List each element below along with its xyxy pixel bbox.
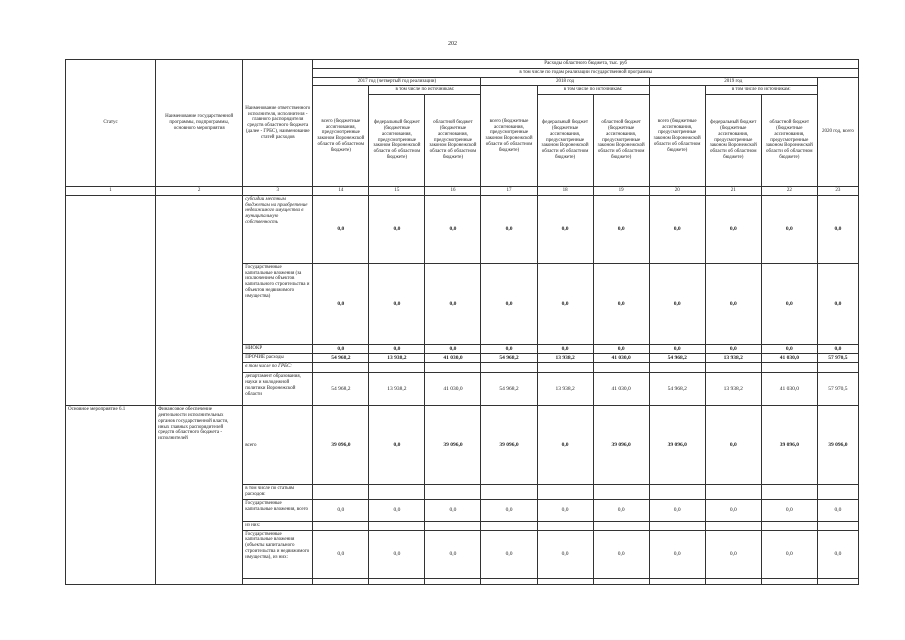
value-cell: 0,0 <box>425 195 481 263</box>
value-cell: 0,0 <box>593 195 649 263</box>
value-cell: 54 968,2 <box>481 354 537 363</box>
value-cell: 41 030,0 <box>593 373 649 406</box>
col-number: 22 <box>761 187 817 196</box>
value-cell: 0,0 <box>481 263 537 344</box>
header-row <box>66 60 859 69</box>
col-number: 14 <box>313 187 369 196</box>
value-cell: 41 030,0 <box>425 373 481 406</box>
value-cell: 0,0 <box>537 406 593 485</box>
value-cell: 0,0 <box>817 499 858 521</box>
value-cell: 0,0 <box>817 263 858 344</box>
col-number: 16 <box>425 187 481 196</box>
header-regional: областной бюджет (бюджетные ассигнования, предусмотренные законом Воронежской области об областном бюджете) <box>425 95 481 187</box>
value-cell: 13 938,2 <box>369 354 425 363</box>
row-label: департамент образования, науки и молодежной политики Воронежской области <box>243 373 313 406</box>
value-cell: 13 938,2 <box>537 373 593 406</box>
value-cell: 13 938,2 <box>705 373 761 406</box>
value-cell: 0,0 <box>425 499 481 521</box>
value-cell: 0,0 <box>817 195 858 263</box>
value-cell: 39 096,0 <box>313 406 369 485</box>
header-regional: областной бюджет (бюджетные ассигнования, предусмотренные законом Воронежской области об областном бюджете) <box>593 95 649 187</box>
value-cell: 0,0 <box>313 530 369 578</box>
value-cell: 39 096,0 <box>649 406 705 485</box>
value-cell: 13 938,2 <box>369 373 425 406</box>
value-cell: 0,0 <box>761 263 817 344</box>
value-cell: 0,0 <box>537 344 593 353</box>
value-cell: 54 968,2 <box>313 354 369 363</box>
value-cell: 0,0 <box>761 344 817 353</box>
value-cell: 0,0 <box>313 195 369 263</box>
row-label: ПРОЧИЕ расходы <box>243 354 313 363</box>
value-cell: 57 970,5 <box>817 373 858 406</box>
col-number: 15 <box>369 187 425 196</box>
header-executor: Наименование ответственного исполнителя, исполнителя - главного распорядителя средств областного бюджета (далее - ГРБС), наименование статей расходов <box>243 60 313 187</box>
column-numbers-row <box>66 187 859 196</box>
row-label: субсидии местным бюджетам на приобретение недвижимого имущества в муниципальную собственность <box>243 195 313 263</box>
header-sources: в том числе по источникам: <box>369 86 481 95</box>
row-label: в том числе по ГРБС: <box>243 363 313 373</box>
value-cell: 54 968,2 <box>313 373 369 406</box>
value-cell: 0,0 <box>649 195 705 263</box>
value-cell: 0,0 <box>649 530 705 578</box>
table-row <box>66 195 859 263</box>
value-cell: 0,0 <box>313 263 369 344</box>
event-name: Финансовое обеспечение деятельности исполнительных органов государственной власти, иных главных распорядителей средств областного бюджета - исполнителей <box>156 406 243 584</box>
value-cell: 0,0 <box>761 195 817 263</box>
header-2018: 2018 год <box>481 77 649 86</box>
value-cell: 0,0 <box>369 344 425 353</box>
budget-table <box>65 59 859 585</box>
page-number: 202 <box>448 41 457 47</box>
value-cell: 39 096,0 <box>817 406 858 485</box>
value-cell: 57 970,5 <box>817 354 858 363</box>
header-2020: 2020 год, всего <box>817 77 858 187</box>
value-cell: 0,0 <box>481 499 537 521</box>
value-cell: 54 968,2 <box>649 354 705 363</box>
col-number: 2 <box>156 187 243 196</box>
value-cell: 0,0 <box>313 344 369 353</box>
header-total: всего (бюджетные ассигнования, предусмотренные законом Воронежской области об областном бюджете) <box>313 86 369 187</box>
value-cell: 0,0 <box>761 530 817 578</box>
header-expenses: Расходы областного бюджета, тыс. руб <box>313 60 859 69</box>
header-sources: в том числе по источникам: <box>537 86 649 95</box>
header-federal: федеральный бюджет (бюджетные ассигнования, предусмотренные законом Воронежской области об областном бюджете) <box>537 95 593 187</box>
status-cell <box>66 195 156 406</box>
value-cell: 39 096,0 <box>481 406 537 485</box>
header-federal: федеральный бюджет (бюджетные ассигнования, предусмотренные законом Воронежской области об областном бюджете) <box>705 95 761 187</box>
row-label: Государственные капитальные вложения (объекты капитального строительства и недвижимого имущества), из них: <box>243 530 313 578</box>
value-cell: 0,0 <box>537 530 593 578</box>
header-sources: в том числе по источникам: <box>705 86 817 95</box>
value-cell: 0,0 <box>817 530 858 578</box>
value-cell: 0,0 <box>425 530 481 578</box>
value-cell: 0,0 <box>593 499 649 521</box>
value-cell: 41 030,0 <box>425 354 481 363</box>
value-cell: 39 096,0 <box>593 406 649 485</box>
value-cell: 13 938,2 <box>705 354 761 363</box>
value-cell: 0,0 <box>593 344 649 353</box>
header-total: всего (бюджетные ассигнования, предусмотренные законом Воронежской области об областном бюджете) <box>481 86 537 187</box>
value-cell: 41 030,0 <box>761 373 817 406</box>
value-cell: 54 968,2 <box>481 373 537 406</box>
row-label: НИОКР <box>243 344 313 353</box>
header-2017: 2017 год (четвертый год реализации) <box>313 77 481 86</box>
value-cell: 54 968,2 <box>649 373 705 406</box>
value-cell: 0,0 <box>705 499 761 521</box>
header-total: всего (бюджетные ассигнования, предусмотренные законом Воронежской области об областном бюджете) <box>649 86 705 187</box>
value-cell: 39 096,0 <box>761 406 817 485</box>
value-cell: 13 938,2 <box>537 354 593 363</box>
value-cell: 0,0 <box>537 195 593 263</box>
program-cell <box>156 195 243 406</box>
value-cell: 0,0 <box>705 263 761 344</box>
value-cell: 0,0 <box>481 530 537 578</box>
header-regional: областной бюджет (бюджетные ассигнования, предусмотренные законом Воронежской области об областном бюджете) <box>761 95 817 187</box>
row-label: Государственные капитальные вложения (за исключением объектов капитального строительства и объектов недвижимого имущества) <box>243 263 313 344</box>
value-cell: 0,0 <box>481 344 537 353</box>
value-cell: 0,0 <box>817 344 858 353</box>
row-label: из них: <box>243 521 313 530</box>
col-number: 19 <box>593 187 649 196</box>
value-cell: 0,0 <box>313 499 369 521</box>
row-label: в том числе по статьям расходов: <box>243 485 313 500</box>
value-cell: 0,0 <box>369 530 425 578</box>
col-number: 3 <box>243 187 313 196</box>
value-cell: 0,0 <box>761 499 817 521</box>
value-cell: 0,0 <box>425 344 481 353</box>
col-number: 21 <box>705 187 761 196</box>
value-cell: 0,0 <box>705 530 761 578</box>
col-number: 18 <box>537 187 593 196</box>
header-years: в том числе по годам реализации государственной программы <box>313 68 859 77</box>
row-label: Государственные капитальные вложения, всего <box>243 499 313 521</box>
value-cell: 0,0 <box>649 499 705 521</box>
value-cell: 0,0 <box>649 263 705 344</box>
header-program: Наименование государственной программы, подпрограммы, основного мероприятия <box>156 60 243 187</box>
col-number: 20 <box>649 187 705 196</box>
value-cell: 0,0 <box>537 499 593 521</box>
col-number: 17 <box>481 187 537 196</box>
col-number: 1 <box>66 187 156 196</box>
value-cell: 0,0 <box>369 406 425 485</box>
value-cell: 0,0 <box>369 195 425 263</box>
event-status: Основное мероприятие 6.1 <box>66 406 156 584</box>
table-row <box>66 406 859 485</box>
value-cell: 0,0 <box>369 499 425 521</box>
col-number: 23 <box>817 187 858 196</box>
value-cell: 41 030,0 <box>593 354 649 363</box>
value-cell: 0,0 <box>593 263 649 344</box>
value-cell: 41 030,0 <box>761 354 817 363</box>
value-cell: 0,0 <box>649 344 705 353</box>
value-cell: 0,0 <box>481 195 537 263</box>
header-2019: 2019 год <box>649 77 817 86</box>
value-cell: 0,0 <box>705 344 761 353</box>
header-federal: федеральный бюджет (бюджетные ассигнования, предусмотренные законом Воронежской области об областном бюджете) <box>369 95 425 187</box>
value-cell: 0,0 <box>369 263 425 344</box>
value-cell: 0,0 <box>705 195 761 263</box>
value-cell: 39 096,0 <box>425 406 481 485</box>
value-cell: 0,0 <box>593 530 649 578</box>
value-cell: 0,0 <box>425 263 481 344</box>
row-label: всего <box>243 406 313 485</box>
header-status: Статус <box>66 60 156 187</box>
value-cell: 0,0 <box>705 406 761 485</box>
value-cell: 0,0 <box>537 263 593 344</box>
